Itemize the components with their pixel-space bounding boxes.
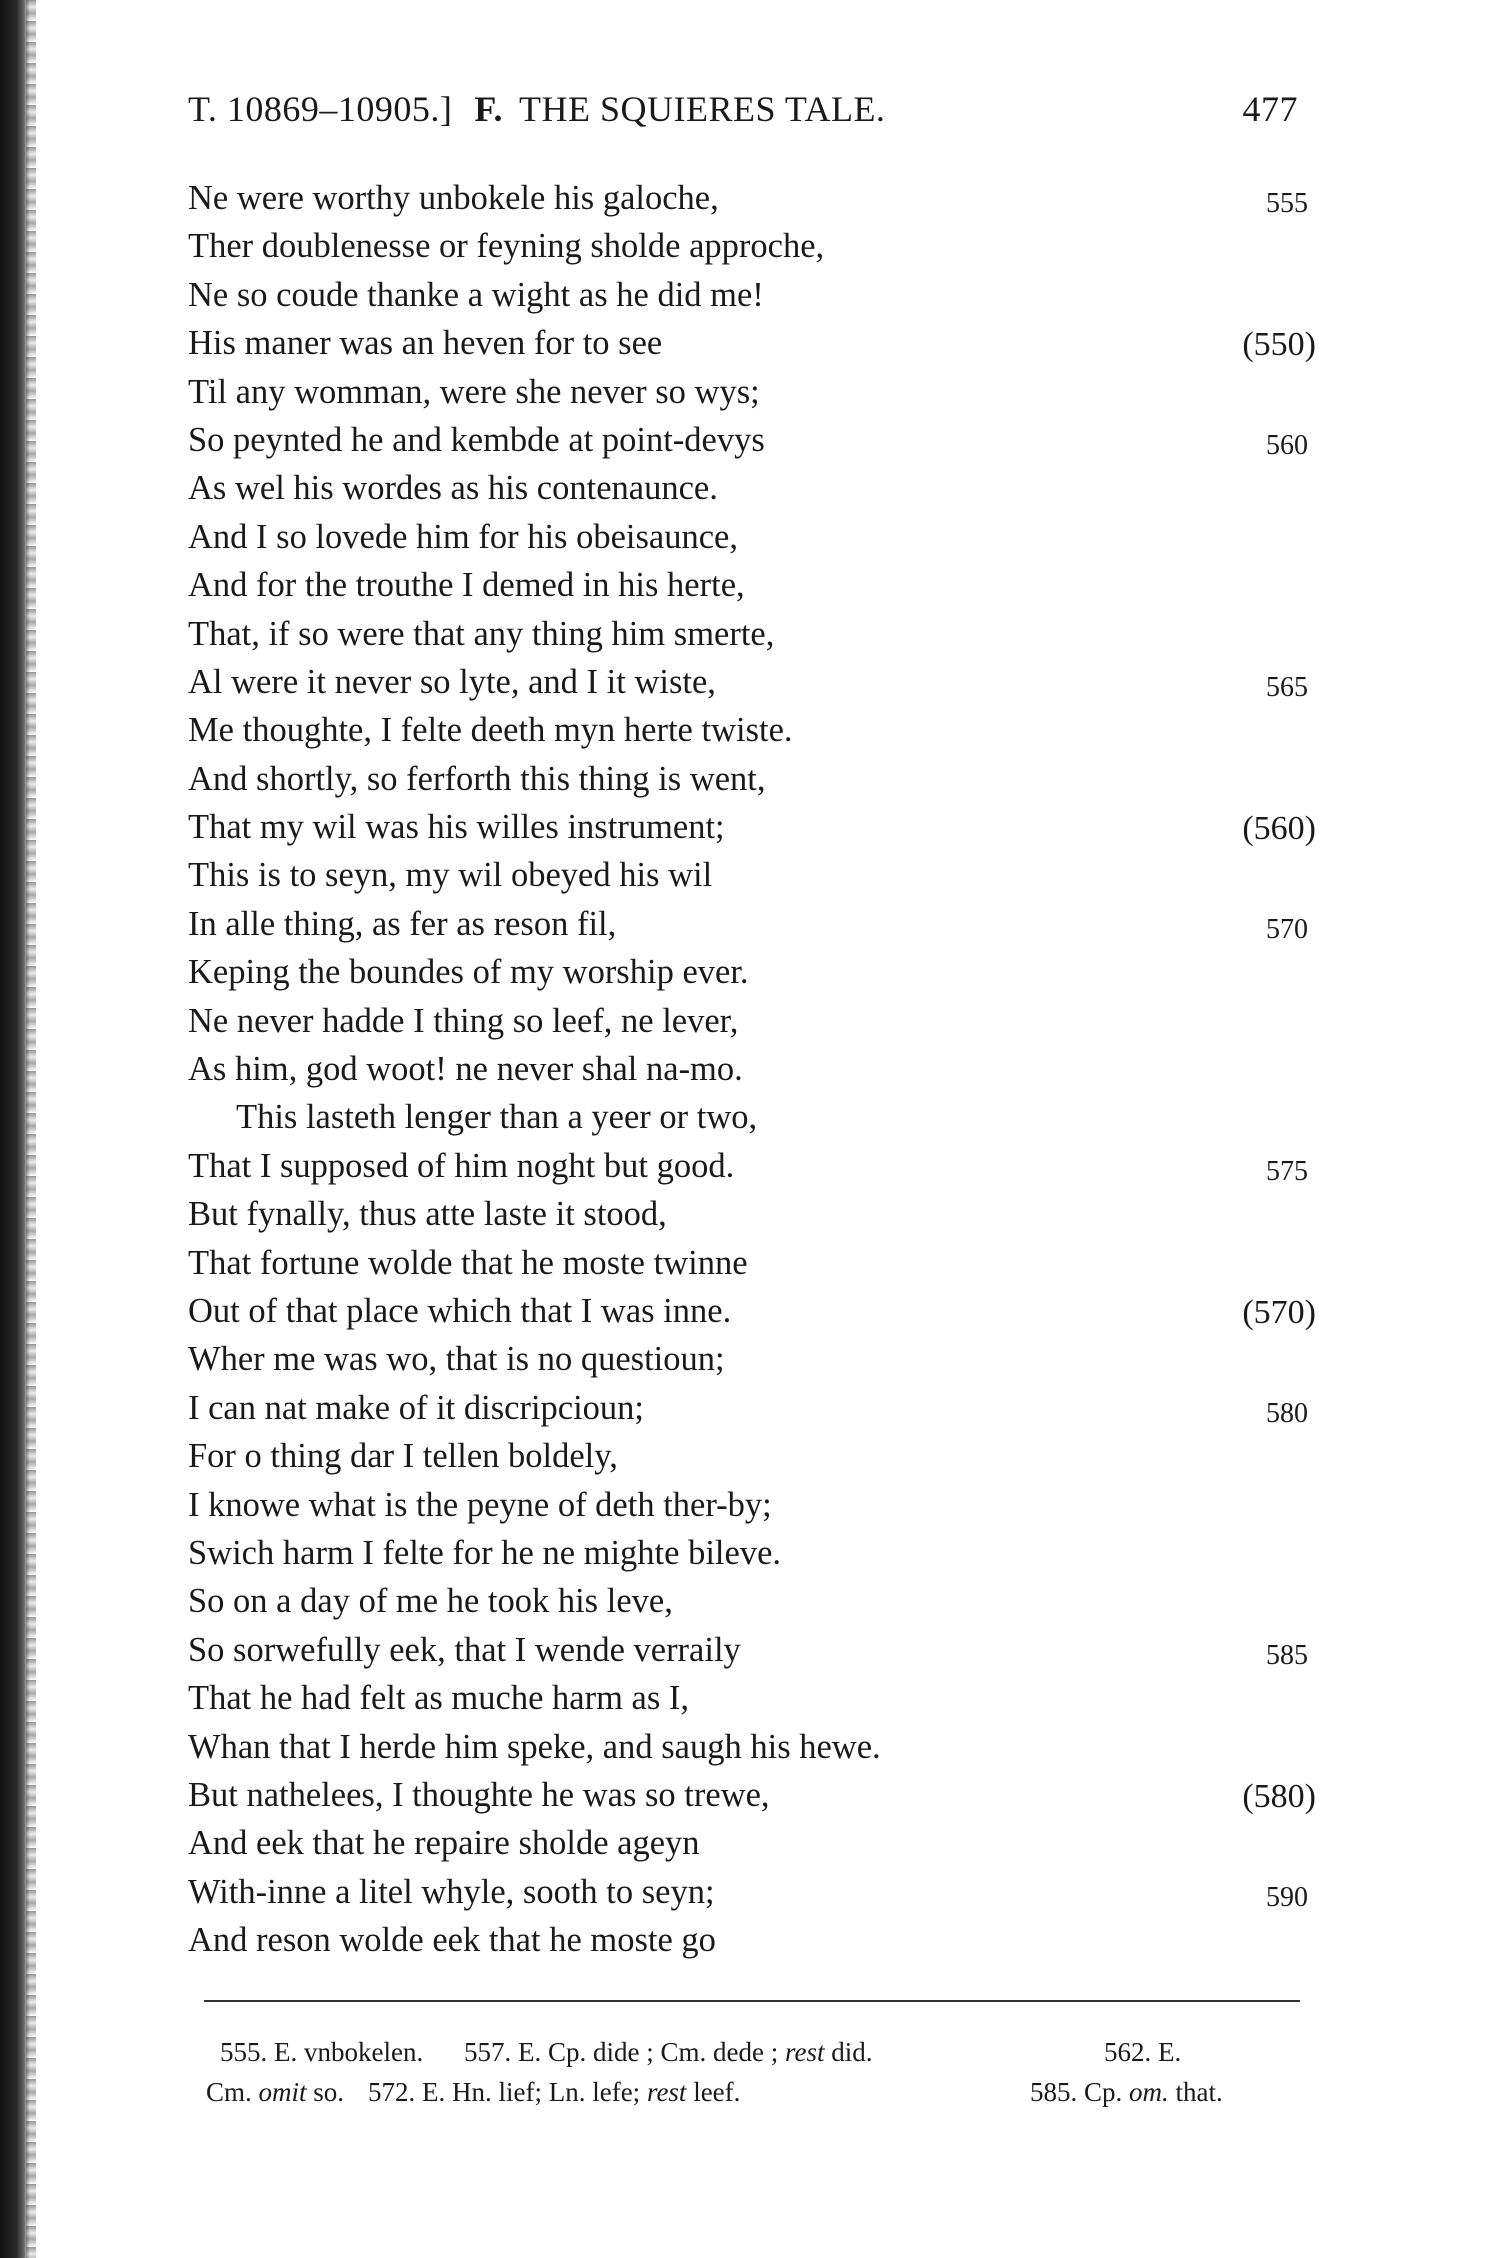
verse-text: Ne so coude thanke a wight as he did me! [188, 275, 764, 314]
verse-text: Out of that place which that I was inne. [188, 1291, 732, 1330]
verse-text: As wel his wordes as his contenaunce. [188, 469, 718, 508]
verse-line [188, 706, 1308, 754]
verse-text: So on a day of me he took his leve, [188, 1582, 673, 1621]
line-number: 565 [1266, 671, 1308, 703]
page-header [188, 88, 1298, 138]
line-number: 575 [1266, 1155, 1308, 1187]
verse-text: Ne never hadde I thing so leef, ne lever, [188, 1001, 739, 1040]
verse-line [188, 1239, 1308, 1287]
verse-line [188, 1577, 1308, 1625]
verse-line [188, 368, 1308, 416]
verse-text: Wher me was wo, that is no questioun; [188, 1340, 725, 1379]
verse-text: Swich harm I felte for he ne mighte bileve. [188, 1533, 782, 1572]
verse-line [188, 174, 1308, 222]
verse-line [188, 1142, 1308, 1190]
verse-text: Ne were worthy unbokele his galoche, [188, 179, 719, 217]
footnote-572: 572. E. Hn. lief; Ln. lefe; rest leef. [368, 2077, 741, 2107]
verse-line [188, 803, 1316, 851]
line-number: 590 [1266, 1881, 1308, 1913]
verse-text: For o thing dar I tellen boldely, [188, 1437, 618, 1476]
verse-line [188, 1626, 1308, 1674]
verse-line [188, 464, 1308, 512]
footnotes [206, 2032, 1286, 2112]
verse-line [188, 1190, 1308, 1238]
verse-line [188, 271, 1308, 319]
verse-line [188, 416, 1308, 464]
verse-line [188, 948, 1308, 996]
verse-line [188, 1384, 1308, 1432]
section-letter: F. [474, 89, 503, 129]
verse-text: That my wil was his willes instrument; [188, 808, 725, 847]
line-number: 585 [1266, 1639, 1308, 1671]
tale-title: THE SQUIERES TALE. [519, 89, 886, 129]
verse-line [188, 610, 1308, 658]
verse-text: With-inne a litel whyle, sooth to seyn; [188, 1872, 715, 1911]
verse-text: That he had felt as muche harm as I, [188, 1679, 690, 1718]
verse-text: Til any womman, were she never so wys; [188, 372, 760, 411]
footnote-557: 557. E. Cp. dide ; Cm. dede ; rest did. [464, 2037, 873, 2067]
verse-text: I knowe what is the peyne of deth ther-by; [188, 1485, 772, 1524]
verse-text: Al were it never so lyte, and I it wiste, [188, 662, 716, 701]
verse-line [188, 513, 1308, 561]
verse-line [188, 1916, 1308, 1964]
footnote-line-1 [206, 2032, 1286, 2072]
verse-text: Ther doublenesse or feyning sholde approche, [188, 227, 825, 266]
footnote-555: 555. E. vnbokelen. [220, 2037, 424, 2067]
verse-line [188, 851, 1308, 899]
verse-text: As him, god woot! ne never shal na-mo. [188, 1050, 743, 1089]
line-number: (550) [1242, 326, 1316, 364]
verse-line [188, 1529, 1308, 1577]
verse-line [188, 1287, 1316, 1335]
verse-line [188, 755, 1308, 803]
verse-line [188, 900, 1308, 948]
verse-line [188, 1674, 1308, 1722]
verse-text: So peynted he and kembde at point-devys [188, 420, 765, 459]
verse-line [188, 1432, 1308, 1480]
verse-line [188, 1771, 1316, 1819]
verse-text: Whan that I herde him speke, and saugh his hewe. [188, 1727, 881, 1766]
verse-text: His maner was an heven for to see [188, 324, 663, 363]
page-number: 477 [1242, 89, 1298, 129]
line-number: 560 [1266, 429, 1308, 461]
verse-line [188, 997, 1308, 1045]
footnote-rule [204, 2000, 1300, 2002]
verse-line [188, 1335, 1308, 1383]
verse-text: And I so lovede him for his obeisaunce, [188, 517, 738, 556]
poem-text [188, 174, 1316, 1964]
running-head [188, 88, 885, 130]
verse-text: And for the trouthe I demed in his herte, [188, 566, 745, 605]
verse-text: Keping the boundes of my worship ever. [188, 953, 749, 992]
footnote-562-cont: Cm. omit so. [206, 2077, 345, 2107]
verse-text: So sorwefully eek, that I wende verraily [188, 1630, 741, 1669]
verse-line [188, 1723, 1308, 1771]
verse-text: That, if so were that any thing him smerte, [188, 614, 775, 653]
footnote-585: 585. Cp. om. that. [1030, 2077, 1223, 2107]
verse-text: And shortly, so ferforth this thing is went, [188, 759, 766, 798]
verse-line [188, 561, 1308, 609]
line-number: (560) [1242, 810, 1316, 848]
footnote-line-2 [206, 2072, 1286, 2112]
verse-line [188, 1481, 1308, 1529]
verse-text: This is to seyn, my wil obeyed his wil [188, 856, 713, 895]
verse-text: This lasteth lenger than a yeer or two, [236, 1098, 758, 1137]
verse-text: That I supposed of him noght but good. [188, 1146, 735, 1185]
line-range: T. 10869–10905.] [188, 89, 453, 129]
verse-text: But nathelees, I thoughte he was so trewe, [188, 1775, 770, 1814]
verse-line [188, 1819, 1308, 1867]
line-number: (570) [1242, 1293, 1316, 1331]
verse-line [188, 658, 1308, 706]
verse-text: In alle thing, as fer as reson fil, [188, 904, 617, 943]
verse-text: I can nat make of it discripcioun; [188, 1388, 645, 1427]
verse-text: Me thoughte, I felte deeth myn herte twiste. [188, 711, 793, 750]
line-number: (580) [1242, 1777, 1316, 1815]
verse-text: And eek that he repaire sholde ageyn [188, 1824, 700, 1863]
verse-line [188, 1093, 1308, 1141]
verse-line [188, 1868, 1308, 1916]
verse-text: But fynally, thus atte laste it stood, [188, 1195, 667, 1234]
line-number: 570 [1266, 913, 1308, 945]
verse-line [188, 222, 1308, 270]
line-number: 580 [1266, 1397, 1308, 1429]
line-number: 555 [1266, 188, 1308, 219]
verse-text: That fortune wolde that he moste twinne [188, 1243, 748, 1282]
verse-line [188, 1045, 1308, 1093]
verse-line [188, 319, 1316, 367]
verse-text: And reson wolde eek that he moste go [188, 1921, 716, 1960]
footnote-562: 562. E. [1104, 2037, 1182, 2067]
book-spine-edge [26, 0, 36, 2258]
